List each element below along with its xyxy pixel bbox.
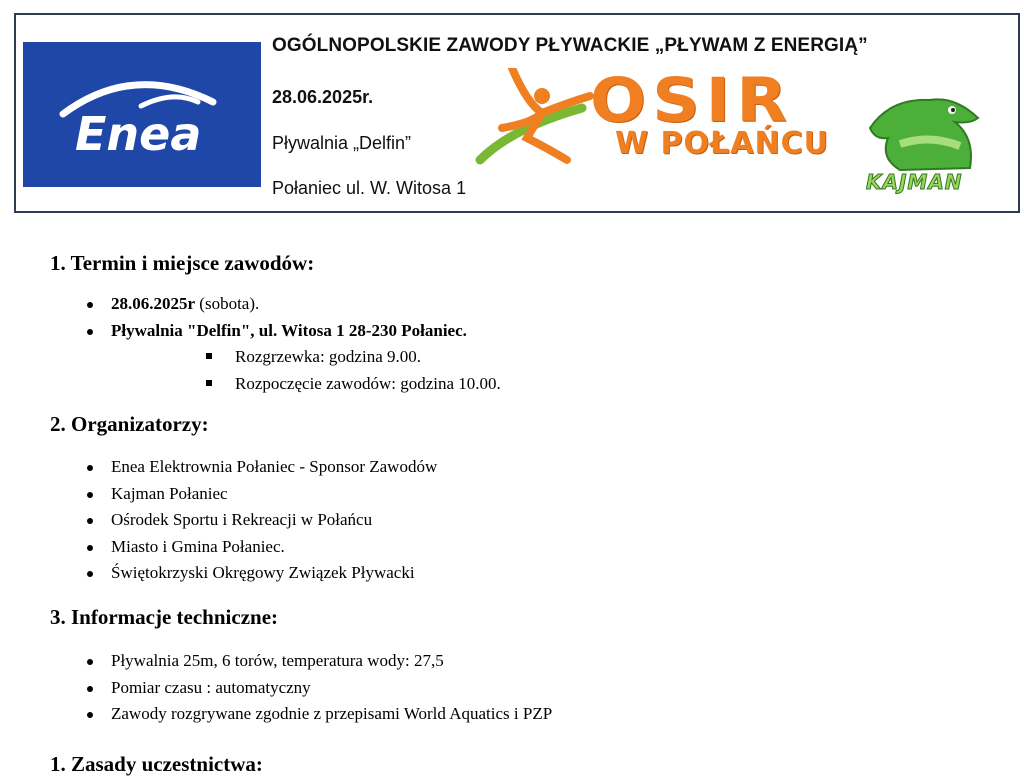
list-item [84,318,467,345]
list-item: Rozpoczęcie zawodów: godzina 10.00. [205,370,501,397]
event-venue: Pływalnia „Delfin” [272,133,412,153]
section-heading-zasady: 1. Zasady uczestnictwa: [50,752,263,776]
schedule-list [205,343,501,397]
list-item: Świętokrzyski Okręgowy Związek Pływacki [84,560,437,587]
event-date: 28.06.2025r. [272,87,374,107]
venue-bold: Pływalnia "Delfin", ul. Witosa 1 28-230 Połaniec. [111,320,467,340]
list-item: Kajman Połaniec [84,481,437,508]
kajman-logo [860,88,1000,200]
osir-wordmark: OSIR [590,65,794,136]
crocodile-icon [860,88,1000,178]
list-item [84,291,467,318]
section-heading-organizatorzy: 2. Organizatorzy: [50,412,209,436]
kajman-wordmark: KAJMAN [866,170,963,194]
list-item: Pływalnia 25m, 6 torów, temperatura wody: 27,5 [84,648,552,675]
list-item: Miasto i Gmina Połaniec. [84,534,437,561]
date-bold: 28.06.2025r [111,294,196,313]
osir-subtitle: W POŁAŃCU [615,126,829,161]
date-note: (sobota). [195,294,260,313]
section-heading-termin: 1. Termin i miejsce zawodów: [50,251,315,275]
list-item: Zawody rozgrywane zgodnie z przepisami World Aquatics i PZP [84,701,552,728]
svg-text:Enea: Enea [75,107,202,161]
event-address: Połaniec ul. W. Witosa 1 [272,178,467,198]
list-item: Pomiar czasu : automatyczny [84,675,552,702]
osir-figure-icon [472,68,602,168]
list-item: Enea Elektrownia Połaniec - Sponsor Zawodów [84,454,437,481]
termin-list [84,291,467,344]
enea-logo [23,42,261,187]
osir-logo [460,65,840,168]
event-title: OGÓLNOPOLSKIE ZAWODY PŁYWACKIE „PŁYWAM Z ENERGIĄ” [272,35,868,56]
section-heading-informacje: 3. Informacje techniczne: [50,605,279,629]
list-item: Rozgrzewka: godzina 9.00. [205,343,501,370]
technical-info-list [84,648,552,728]
list-item: Ośrodek Sportu i Rekreacji w Połańcu [84,507,437,534]
organizers-list [84,454,437,587]
